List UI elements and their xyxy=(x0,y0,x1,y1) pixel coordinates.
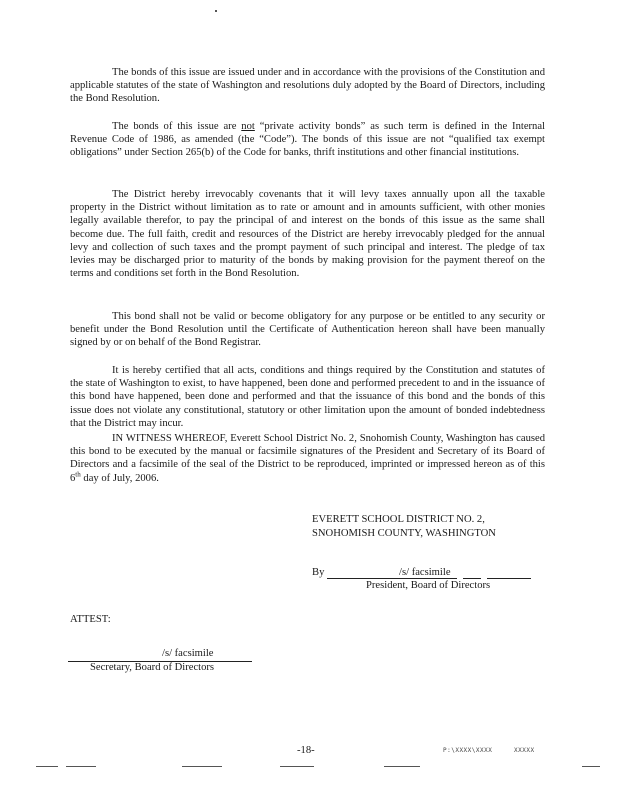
p2-underlined-word: not xyxy=(241,121,255,132)
secretary-title: Secretary, Board of Directors xyxy=(90,662,215,673)
scan-artifact xyxy=(66,766,96,767)
p6-text-before: IN WITNESS WHEREOF, Everett School District No. 2, Snohomish County, Washington has caused this bond to be executed by the manual or facsimile signatures of the President and Secretary of its Board of Directors and a facsimile of the seal of the District to be reproduced, imprinted or impressed hereon as of this 6 xyxy=(70,433,545,484)
attest-label: ATTEST: xyxy=(70,614,111,625)
paragraph-issuance-authority: The bonds of this issue are issued under and in accordance with the provisions of the Constitution and applicable statutes of the state of Washington and resolutions duly adopted by the Board of Directors, including the Bond Resolution. xyxy=(70,67,545,105)
signature-blank xyxy=(463,568,481,579)
scan-artifact xyxy=(36,766,58,767)
district-name-line-2: SNOHOMISH COUNTY, WASHINGTON xyxy=(312,528,496,539)
signature-blank xyxy=(487,568,531,579)
page-number: -18- xyxy=(297,745,315,756)
scan-artifact xyxy=(280,766,314,767)
signature-blank xyxy=(327,568,393,579)
district-name-line-1: EVERETT SCHOOL DISTRICT NO. 2, xyxy=(312,514,485,525)
scan-artifact xyxy=(384,766,420,767)
p2-text-before: The bonds of this issue are xyxy=(112,121,242,132)
scan-artifact xyxy=(182,766,222,767)
paragraph-tax-levy-covenant: The District hereby irrevocably covenants that it will levy taxes annually upon all the taxable property in the District without limitation as to rate or amount and in amounts sufficient, with other monies legally available therefor, to pay the principal of and interest on the bonds of this issue as the same shall become due. The full faith, credit and resources of the District are hereby irrevocably pledged for the annual levy and collection of such taxes and the prompt payment of such principal and interest. The pledge of tax levies may be discharged prior to maturity of the bonds by making provision for the payment thereof on the terms and conditions set forth in the Bond Resolution. xyxy=(70,189,545,280)
president-signature: /s/ facsimile xyxy=(393,567,456,579)
document-code: P:\XXXX\XXXX xyxy=(443,747,493,754)
president-title: President, Board of Directors xyxy=(366,580,491,591)
scan-artifact xyxy=(215,10,217,12)
paragraph-in-witness-whereof xyxy=(70,432,545,485)
paragraph-certification: It is hereby certified that all acts, conditions and things required by the Constitution and statutes of the state of Washington to exist, to have happened, been done and performed precedent to and in the issuance of this bond have happened, been done and performed and that the issuance of this bond and the bonds of this issue does not violate any constitutional, statutory or other limitation upon the amount of bonded indebtedness that the District may incur. xyxy=(70,365,545,429)
secretary-signature-line xyxy=(68,648,252,662)
scan-artifact xyxy=(582,766,600,767)
p2-text-after: “private activity bonds” as such term is defined in the Internal Revenue Code of 1986, as amended (the “Code”). The bonds of this issue are not “qualified tax exempt obligations” under Section 265(b) of the Code for banks, thrift institutions and other financial institutions. xyxy=(70,121,546,159)
district-name-block xyxy=(312,513,496,541)
paragraph-private-activity-bonds xyxy=(70,120,545,160)
document-code-suffix: XXXXX xyxy=(514,747,535,754)
p6-ordinal-suffix: th xyxy=(75,470,81,479)
president-signature-line xyxy=(312,567,531,579)
secretary-signature: /s/ facsimile xyxy=(162,648,214,659)
p6-text-after: day of July, 2006. xyxy=(80,472,159,484)
paragraph-validity: This bond shall not be valid or become obligatory for any purpose or be entitled to any security or benefit under the Bond Resolution until the Certificate of Authentication hereon shall have been manually signed by or on behalf of the Bond Registrar. xyxy=(70,311,545,349)
by-label: By xyxy=(312,567,325,578)
